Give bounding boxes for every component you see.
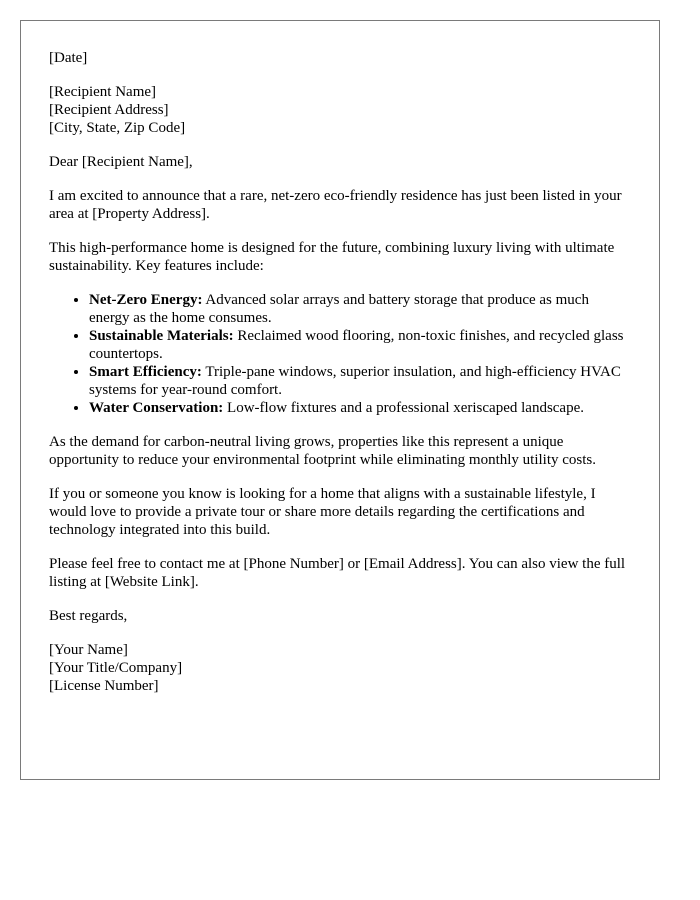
letter-page	[20, 20, 660, 780]
signature-title-company: [Your Title/Company]	[49, 660, 183, 676]
recipient-name: [Recipient Name]	[49, 84, 157, 100]
features-intro-paragraph: This high-performance home is designed for the future, combining luxury living with ultimate sustainability. Key features include:	[49, 240, 615, 274]
list-item	[89, 399, 631, 417]
intro-paragraph: I am excited to announce that a rare, net-zero eco-friendly residence has just been listed in your area at [Property Address].	[49, 188, 622, 222]
signature-license: [License Number]	[49, 678, 159, 694]
letter-date: [Date]	[49, 50, 88, 66]
signature-name: [Your Name]	[49, 642, 128, 658]
closing: Best regards,	[49, 608, 128, 624]
signature-block	[49, 641, 631, 695]
feature-text: Low-flow fixtures and a professional xeriscaped landscape.	[223, 400, 584, 416]
tour-paragraph: If you or someone you know is looking for a home that aligns with a sustainable lifestyle, I would love to provide a private tour or share more details regarding the certifications and technology integrated into this build.	[49, 486, 596, 538]
demand-paragraph: As the demand for carbon-neutral living grows, properties like this represent a unique opportunity to reduce your environmental footprint while eliminating monthly utility costs.	[49, 434, 596, 468]
feature-title: Smart Efficiency:	[89, 364, 202, 380]
contact-paragraph: Please feel free to contact me at [Phone Number] or [Email Address]. You can also view the full listing at [Website Link].	[49, 556, 626, 590]
list-item	[89, 291, 631, 327]
recipient-city-state-zip: [City, State, Zip Code]	[49, 120, 186, 136]
feature-title: Net-Zero Energy:	[89, 292, 203, 308]
feature-title: Water Conservation:	[89, 400, 224, 416]
recipient-address: [Recipient Address]	[49, 102, 169, 118]
recipient-block	[49, 83, 631, 137]
feature-title: Sustainable Materials:	[89, 328, 234, 344]
feature-text: Advanced solar arrays and battery storage that produce as much energy as the home consumes.	[89, 292, 589, 326]
feature-text: Triple-pane windows, superior insulation, and high-efficiency HVAC systems for year-round comfort.	[89, 364, 621, 398]
features-list	[49, 291, 631, 417]
list-item	[89, 327, 631, 363]
feature-text: Reclaimed wood flooring, non-toxic finishes, and recycled glass countertops.	[89, 328, 624, 362]
list-item	[89, 363, 631, 399]
salutation: Dear [Recipient Name],	[49, 154, 193, 170]
